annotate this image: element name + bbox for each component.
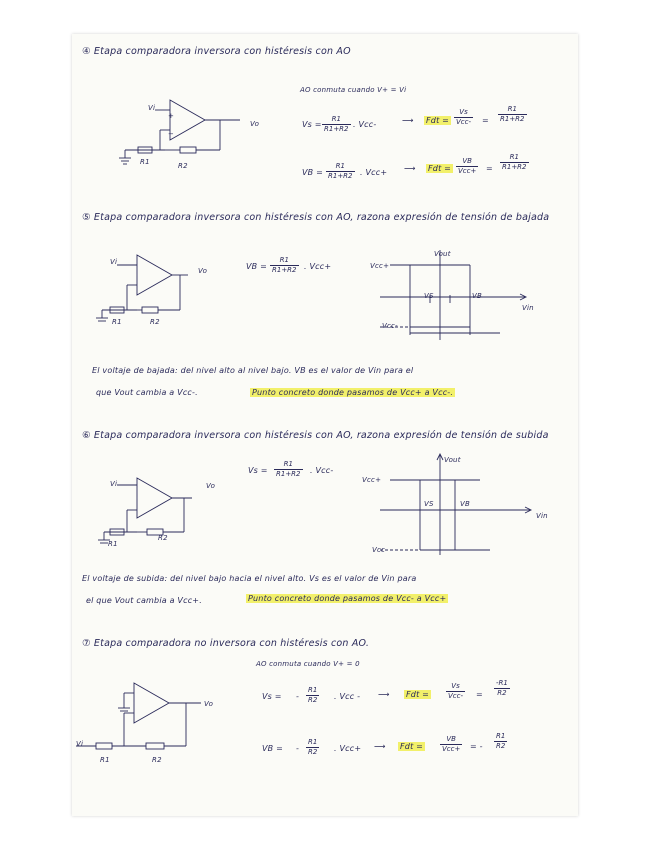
s4-fdt2-fraction: VB Vcc+ [458,157,477,175]
section-7-title: ⑦ Etapa comparadora no inversora con histéresis con AO. [82,638,370,649]
section-7-note: AO conmuta cuando V+ = 0 [256,660,360,668]
s6-text-line1: El voltaje de subida: del nivel bajo hacia el nivel alto. Vs es el valor de Vin para [82,574,417,583]
s7-fdt2-r-fraction: $\frac{R1}{R2}$ [496,732,506,750]
s6-vs-fraction: $\frac{R1}{R1+R2}$ [276,460,301,478]
circuit-4-plus: + [168,112,175,120]
s4-vs-left: Vs = [302,120,322,129]
circuit-4-minus: − [168,130,175,138]
graph-5-vccp: Vcc+ [370,262,390,270]
s4-vb-fraction: $\frac{R1}{R1+R2}$ [328,162,353,180]
s4-fdt2-label: Fdt = [428,164,452,173]
s7-fdt2-fraction: VB Vcc+ [442,735,461,753]
circuit-6-label-r1: R1 [108,540,118,548]
s4-vs-tail: . Vcc- [353,120,377,129]
s5-vb-left: VB = [246,262,268,271]
s4-fdt2-r-fraction: $\frac{R1}{R1+R2}$ [502,153,527,171]
circuit-7-label-vo: Vo [204,700,214,708]
graph-6-vin: Vin [536,512,548,520]
s5-vb-fraction: $\frac{R1}{R1+R2}$ [272,256,297,274]
s6-text-line2a: el que Vout cambia a Vcc+. [86,596,202,605]
s7-vs-minus: - [296,692,300,701]
s4-fdt1-fraction: Vs Vcc- [456,108,472,126]
graph-5-vb: VB [472,292,482,300]
s7-vb-left: VB = [262,744,284,753]
s7-vs-left: Vs = [262,692,282,701]
circuit-4-label-vo: Vo [250,120,260,128]
arrow-icon: ⟶ [404,164,416,173]
s6-vs-tail: . Vcc- [310,466,334,475]
s4-fdt2-eq: = [486,164,493,173]
s7-fdt2-label: Fdt = [400,742,424,751]
arrow-icon: ⟶ [402,116,414,125]
s7-fdt1-r-fraction: $\frac{-R1}{R2}$ [496,679,508,697]
s4-vb-left: VB = [302,168,324,177]
circuit-7-label-vi: Vi [76,740,84,748]
s7-fdt2-eq: = - [470,742,483,751]
graph-5-vout: Vout [434,250,451,258]
s5-vb-tail: . Vcc+ [304,262,332,271]
circuit-6-label-vi: Vi [110,480,118,488]
graph-5-vs: VS [424,292,434,300]
circuit-7-noninverting-comparator [76,678,246,768]
circuit-7-label-r2: R2 [152,756,162,764]
graph-6-vb: VB [460,500,470,508]
s7-fdt1-label: Fdt = [406,690,430,699]
arrow-icon: ⟶ [378,690,390,699]
s4-vb-tail: . Vcc+ [360,168,388,177]
circuit-5-label-vi: Vi [110,258,118,266]
s4-vs-fraction: $\frac{R1}{R1+R2}$ [324,115,349,133]
s5-text-line1: El voltaje de bajada: del nivel alto al nivel bajo. VB es el valor de Vin para el [92,366,414,375]
s7-vb-fraction: $\frac{R1}{R2}$ [308,738,318,756]
s5-text-line2a: que Vout cambia a Vcc-. [96,388,198,397]
s4-fdt1-r-fraction: $\frac{R1}{R1+R2}$ [500,105,525,123]
circuit-4-inverting-comparator [110,95,270,175]
s7-vs-fraction: $\frac{R1}{R2}$ [308,686,318,704]
section-5-title: ⑤ Etapa comparadora inversora con histéresis con AO, razona expresión de tensión de bajada [82,212,550,223]
arrow-icon: ⟶ [374,742,386,751]
circuit-4-label-vi: Vi [148,104,156,112]
circuit-6-label-r2: R2 [158,534,168,542]
hysteresis-graph-6 [370,450,540,560]
section-4-note: AO conmuta cuando V+ = Vi [300,86,407,94]
circuit-4-label-r2: R2 [178,162,188,170]
s7-fdt1-fraction: Vs Vcc- [448,682,464,700]
s7-fdt1-eq: = [476,690,483,699]
circuit-7-label-r1: R1 [100,756,110,764]
graph-6-vout: Vout [444,456,461,464]
graph-5-vccn: Vcc- [382,322,398,330]
hysteresis-graph-5 [370,245,540,345]
s6-vs-left: Vs = [248,466,268,475]
s7-vb-tail: . Vcc+ [334,744,362,753]
circuit-5-label-r2: R2 [150,318,160,326]
s4-fdt1-eq: = [482,116,489,125]
s7-vb-minus: - [296,744,300,753]
circuit-5-label-r1: R1 [112,318,122,326]
section-4-title: ④ Etapa comparadora inversora con histéresis con AO [82,46,351,57]
circuit-5-label-vo: Vo [198,267,208,275]
graph-5-vin: Vin [522,304,534,312]
graph-6-vccp: Vcc+ [362,476,382,484]
s6-text-line2b-highlight: Punto concreto donde pasamos de Vcc- a Vcc+ [248,594,447,603]
circuit-6-label-vo: Vo [206,482,216,490]
s4-fdt1-label: Fdt = [426,116,450,125]
graph-6-vs: VS [424,500,434,508]
graph-6-vccn: Vcc- [372,546,388,554]
s7-vs-tail: . Vcc - [334,692,361,701]
section-6-title: ⑥ Etapa comparadora inversora con histéresis con AO, razona expresión de tensión de subida [82,430,549,441]
s5-text-line2b-highlight: Punto concreto donde pasamos de Vcc+ a Vcc-. [252,388,454,397]
circuit-4-label-r1: R1 [140,158,150,166]
